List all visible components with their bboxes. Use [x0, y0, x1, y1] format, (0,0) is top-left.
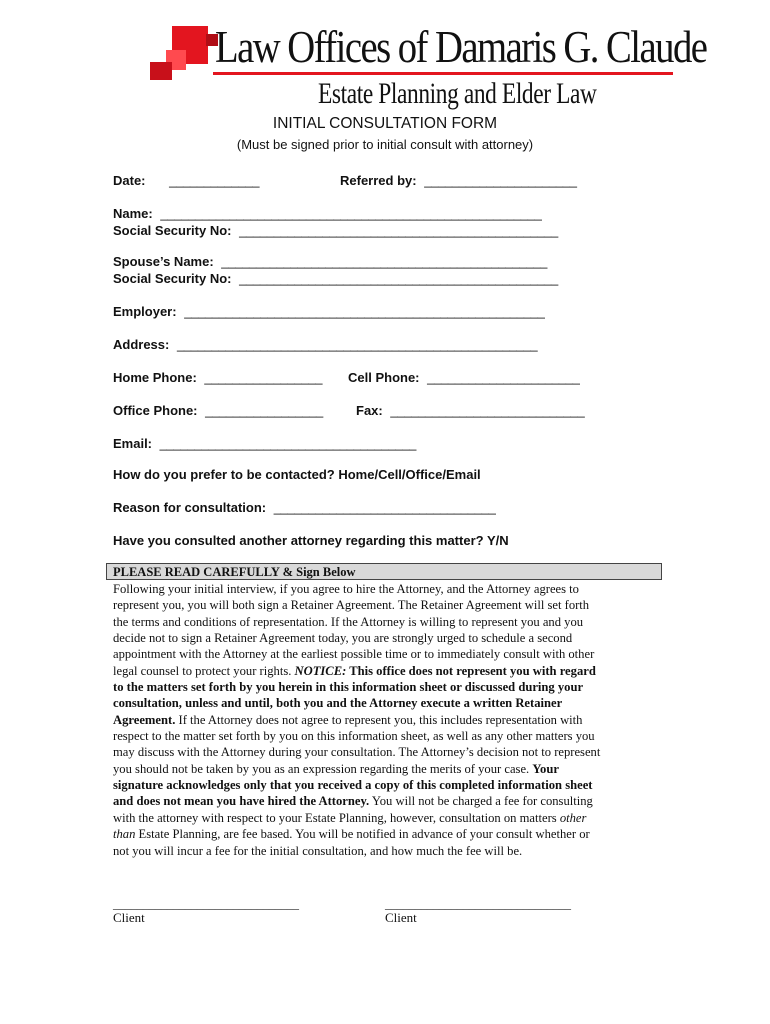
office-phone-label: Office Phone: [113, 403, 198, 418]
spouse-name-label: Spouse’s Name: [113, 254, 214, 269]
notice-line [113, 663, 663, 679]
notice-text-segment: legal counsel to protect your rights. [113, 663, 295, 678]
referred-by-field[interactable] [340, 173, 577, 189]
reason-field[interactable] [113, 500, 496, 516]
name-field[interactable] [113, 206, 542, 222]
ssn-label: Social Security No: [113, 223, 232, 238]
address-field[interactable] [113, 337, 537, 353]
date-label: Date: [113, 173, 146, 188]
notice-text-segment: you should not be taken by you as an expression regarding the merits of your case. [113, 761, 533, 776]
notice-line [113, 614, 663, 630]
office-phone-blank[interactable]: _________________ [205, 403, 323, 418]
notice-line [113, 695, 663, 711]
letterhead-divider [213, 72, 673, 75]
notice-line [113, 744, 663, 760]
notice-line [113, 826, 663, 842]
notice-text-segment: other [559, 810, 587, 825]
notice-text-segment: signature acknowledges only that you received a copy of this completed information sheet [113, 778, 593, 793]
notice-text-segment: not you will incur a fee for the initial consultation, and how much the fee will be. [113, 843, 523, 858]
contact-preference-question: How do you prefer to be contacted? Home/Cell/Office/Email [113, 467, 481, 482]
notice-text-segment: Your [532, 761, 559, 776]
notice-text-segment: to the matters set forth by you herein in this information sheet or discussed during your [113, 680, 584, 695]
notice-line [113, 728, 663, 744]
name-blank[interactable]: _______________________________________________________ [160, 206, 542, 221]
date-blank[interactable]: _____________ [169, 173, 260, 188]
ssn-field[interactable] [113, 223, 558, 239]
notice-text-segment: appointment with the Attorney at the earliest possible time or to immediately consult with other [113, 647, 595, 662]
employer-blank[interactable]: ____________________________________________________ [184, 304, 545, 319]
client-signature-label-right: Client [385, 910, 417, 925]
notice-text-segment: with the attorney with respect to your Estate Planning, however, consultation on matters [113, 810, 560, 825]
referred-by-blank[interactable]: ______________________ [424, 173, 577, 188]
office-phone-field[interactable] [113, 403, 323, 419]
notice-text-segment: consultation, unless and until, both you and the Attorney execute a written Retainer [113, 696, 563, 711]
referred-by-label: Referred by: [340, 173, 417, 188]
notice-text-segment: and does not mean you have hired the Attorney. [113, 794, 370, 809]
cell-phone-field[interactable] [348, 370, 580, 386]
spouse-name-field[interactable] [113, 254, 547, 270]
firm-name: Law Offices of Damaris G. Claude [215, 22, 707, 72]
notice-header: PLEASE READ CAREFULLY & Sign Below [106, 563, 662, 580]
home-phone-field[interactable] [113, 370, 322, 386]
email-blank[interactable]: _____________________________________ [159, 436, 417, 451]
cell-phone-label: Cell Phone: [348, 370, 420, 385]
employer-field[interactable] [113, 304, 545, 320]
reason-label: Reason for consultation: [113, 500, 267, 515]
notice-text-segment: decide not to sign a Retainer Agreement today, you are strongly urged to schedule a second [113, 631, 573, 646]
home-phone-label: Home Phone: [113, 370, 197, 385]
other-attorney-question: Have you consulted another attorney regarding this matter? Y/N [113, 533, 509, 548]
notice-text-segment: If the Attorney does not agree to represent you, this includes representation with [175, 712, 583, 727]
notice-line [113, 712, 663, 728]
client-signature-line-left[interactable]: _______________________________ [113, 897, 299, 911]
fax-blank[interactable]: ____________________________ [390, 403, 585, 418]
firm-tagline: Estate Planning and Elder Law [318, 77, 597, 110]
notice-text-segment: the terms and conditions of representation. If the Attorney is willing to represent you and you [113, 614, 584, 629]
address-blank[interactable]: ____________________________________________________ [176, 337, 538, 352]
notice-body [113, 581, 663, 859]
notice-line [113, 810, 663, 826]
spouse-ssn-blank[interactable]: ______________________________________________ [239, 271, 558, 286]
notice-text-segment: may discuss with the Attorney during your consultation. The Attorney’s decision not to represent [113, 745, 601, 760]
notice-line [113, 646, 663, 662]
notice-line [113, 761, 663, 777]
address-label: Address: [113, 337, 170, 352]
home-phone-blank[interactable]: _________________ [204, 370, 323, 385]
notice-text-segment: NOTICE: [294, 663, 347, 678]
spouse-ssn-field[interactable] [113, 271, 558, 287]
notice-line [113, 630, 663, 646]
fax-field[interactable] [356, 403, 584, 419]
employer-label: Employer: [113, 304, 177, 319]
notice-line [113, 793, 663, 809]
name-label: Name: [113, 206, 153, 221]
ssn-blank[interactable]: ______________________________________________ [239, 223, 558, 238]
notice-line [113, 581, 663, 597]
notice-text-segment: than [113, 827, 136, 842]
notice-line [113, 843, 663, 859]
notice-text-segment: Agreement. [113, 712, 176, 727]
spouse-ssn-label: Social Security No: [113, 271, 232, 286]
notice-text-segment: represent you, you will both sign a Retainer Agreement. The Retainer Agreement will set forth [113, 598, 590, 613]
notice-text-segment: This office does not represent you with regard [346, 663, 596, 678]
cell-phone-blank[interactable]: ______________________ [427, 370, 580, 385]
client-signature-label-left: Client [113, 910, 145, 925]
notice-line [113, 597, 663, 613]
notice-line [113, 679, 663, 695]
notice-line [113, 777, 663, 793]
form-title: INITIAL CONSULTATION FORM [272, 115, 498, 132]
firm-logo-icon [150, 26, 220, 84]
form-subtitle: (Must be signed prior to initial consult with attorney) [236, 137, 534, 152]
notice-text-segment: Following your initial interview, if you agree to hire the Attorney, and the Attorney agrees to [113, 582, 579, 596]
spouse-name-blank[interactable]: _______________________________________________ [221, 254, 548, 269]
reason-blank[interactable]: ________________________________ [273, 500, 496, 515]
client-signature-line-right[interactable]: _______________________________ [385, 897, 571, 911]
notice-text-segment: Estate Planning, are fee based. You will be notified in advance of your consult whether or [135, 827, 590, 842]
email-label: Email: [113, 436, 153, 451]
fax-label: Fax: [356, 403, 383, 418]
notice-text-segment: You will not be charged a fee for consulting [369, 794, 593, 809]
email-field[interactable] [113, 436, 416, 452]
notice-text-segment: respect to the matter set forth by you on this information sheet, as well as any other matters you [113, 729, 595, 744]
date-field[interactable] [113, 173, 259, 189]
